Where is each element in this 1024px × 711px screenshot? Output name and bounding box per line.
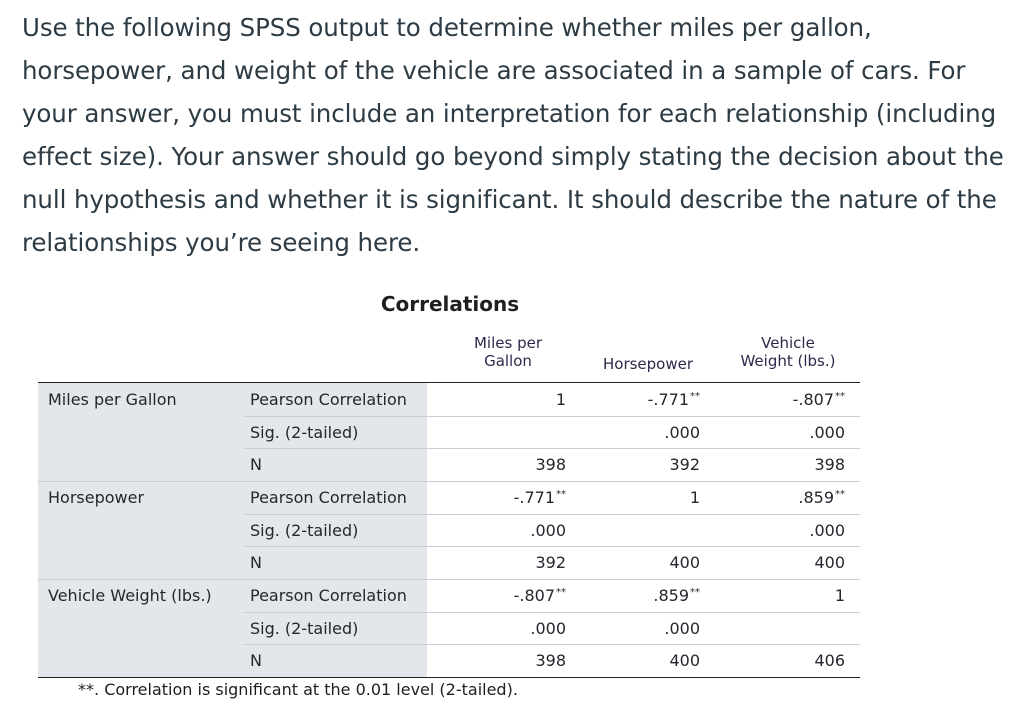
table-title: Correlations — [380, 292, 520, 316]
value-text: .859 — [653, 586, 689, 605]
value-cell: 400 — [669, 651, 700, 670]
significance-marker: ** — [835, 391, 845, 402]
row-statistic-label: Pearson Correlation — [250, 586, 407, 605]
value-cell: .000 — [809, 423, 845, 442]
value-text: 1 — [834, 586, 845, 605]
value-cell — [735, 384, 845, 416]
value-cell: .000 — [664, 619, 700, 638]
row-statistic-label: Pearson Correlation — [250, 488, 407, 507]
table-row — [38, 580, 860, 612]
value-text: -.807 — [513, 586, 555, 605]
value-text: -.771 — [513, 488, 555, 507]
value-text: -.807 — [792, 390, 834, 409]
value-cell — [590, 482, 700, 514]
table-row — [38, 417, 860, 449]
question-prompt: Use the following SPSS output to determine whether miles per gallon, horsepower, and weight of the vehicle are associated in a sample of cars. For your answer, you must include an interpretation for each relationship (including effect size). Your answer should go beyond simply stating the decision about the null hypothesis and whether it is significant. It should describe the nature of the relationships you’re seeing here. — [22, 13, 1004, 257]
table-footnote — [78, 680, 518, 699]
footnote-text: Correlation is significant at the 0.01 level (2-tailed). — [104, 680, 518, 699]
value-cell: 398 — [535, 455, 566, 474]
value-cell: .000 — [809, 521, 845, 540]
row-variable-label: Vehicle Weight (lbs.) — [48, 586, 212, 605]
value-cell: 392 — [535, 553, 566, 572]
row-statistic-label: N — [250, 455, 262, 474]
value-cell — [590, 384, 700, 416]
row-statistic-label: N — [250, 651, 262, 670]
value-cell — [456, 482, 566, 514]
row-statistic-label: N — [250, 553, 262, 572]
footnote-marker: **. — [78, 680, 100, 699]
value-cell — [456, 417, 566, 449]
value-text: 1 — [689, 488, 700, 507]
value-cell: .000 — [530, 619, 566, 638]
table-row — [38, 449, 860, 481]
table-row — [38, 515, 860, 547]
value-cell — [735, 482, 845, 514]
value-cell — [735, 580, 845, 612]
value-text: .859 — [798, 488, 834, 507]
column-header-mpg-line2: Gallon — [484, 352, 532, 370]
row-statistic-label: Pearson Correlation — [250, 390, 407, 409]
row-variable-label: Miles per Gallon — [48, 390, 177, 409]
column-header-horsepower: Horsepower — [602, 355, 694, 373]
value-cell: 400 — [814, 553, 845, 572]
row-statistic-label: Sig. (2-tailed) — [250, 619, 359, 638]
value-cell — [456, 580, 566, 612]
table-row — [38, 547, 860, 579]
value-cell: 400 — [669, 553, 700, 572]
column-header-mpg-line1: Miles per — [473, 334, 542, 352]
row-variable-label: Horsepower — [48, 488, 145, 507]
value-cell: 398 — [535, 651, 566, 670]
column-header-weight-line1: Vehicle — [761, 334, 815, 352]
table-row — [38, 384, 860, 416]
table-row — [38, 482, 860, 514]
significance-marker: ** — [556, 489, 566, 500]
value-cell: .000 — [530, 521, 566, 540]
value-cell: .000 — [664, 423, 700, 442]
value-text: -.771 — [647, 390, 689, 409]
significance-marker: ** — [556, 587, 566, 598]
value-cell — [590, 580, 700, 612]
row-statistic-label: Sig. (2-tailed) — [250, 521, 359, 540]
table-row — [38, 613, 860, 645]
value-text: 1 — [555, 390, 566, 409]
value-cell: 392 — [669, 455, 700, 474]
column-header-weight — [727, 334, 849, 370]
significance-marker: ** — [690, 587, 700, 598]
significance-marker: ** — [690, 391, 700, 402]
value-cell — [590, 515, 700, 547]
table-row — [38, 645, 860, 677]
value-cell: 398 — [814, 455, 845, 474]
value-cell — [456, 384, 566, 416]
column-header-mpg — [448, 334, 568, 370]
significance-marker: ** — [835, 489, 845, 500]
value-cell — [735, 613, 845, 645]
row-statistic-label: Sig. (2-tailed) — [250, 423, 359, 442]
column-header-weight-line2: Weight (lbs.) — [740, 352, 836, 370]
correlations-table — [38, 382, 860, 678]
value-cell: 406 — [814, 651, 845, 670]
